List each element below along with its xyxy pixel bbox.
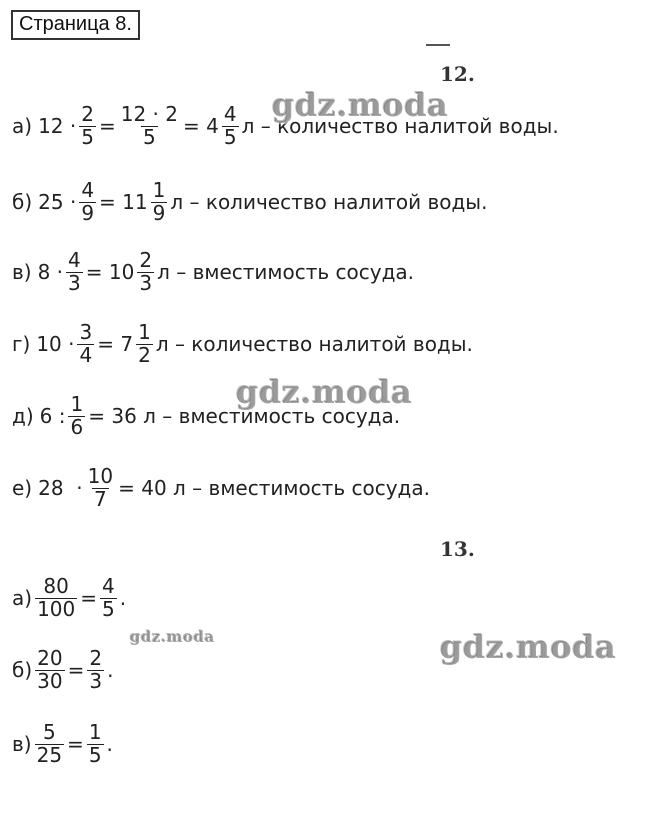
fraction: $\frac{20}{30}$ [37,646,63,693]
task12-line-d: д) 6 : $\frac{1}{6}$ = 36 л – вместимость сосуда. [12,392,401,439]
line-text: л – вместимость сосуда. [157,260,415,285]
fraction: $\frac{4}{5}$ [102,574,115,621]
task12-line-v: в) 8 · $\frac{4}{3}$ = 10 $\frac{2}{3}$ л – вместимость сосуда. [12,248,415,295]
number: 10 [36,332,62,357]
watermark-logo: gdz.moda [130,628,215,646]
line-text: л – количество налитой воды. [155,332,473,357]
fraction: $\frac{2}{5}$ [81,102,94,149]
item-label: а) [12,114,33,139]
number: 6 [39,404,53,429]
result: 40 [141,476,167,501]
task13-line-a: а) $\frac{80}{100}$ = $\frac{4}{5}$ . [12,574,127,621]
divider [426,44,450,46]
item-label: е) [12,476,33,501]
number: 25 [38,190,64,215]
line-text: л – количество налитой воды. [241,114,559,139]
item-label: б) [12,190,33,215]
line-text: л – вместимость сосуда. [143,404,401,429]
number: 8 [37,260,51,285]
page-label: Страница 8. [11,10,140,40]
result: 36 [111,404,137,429]
fraction: $\frac{4}{9}$ [81,178,95,225]
mixed-number: 4 $\frac{4}{5}$ [206,102,237,149]
line-text: л – количество налитой воды. [170,190,488,215]
item-label: д) [12,404,34,429]
number: 28 [38,476,64,501]
watermark-logo: gdz.moda [440,628,617,666]
fraction: $\frac{1}{5}$ [88,720,102,767]
mixed-number: 11 $\frac{1}{9}$ [122,178,166,225]
task13-line-b: б) $\frac{20}{30}$ = $\frac{2}{3}$ . [12,646,114,693]
fraction: $\frac{12 \cdot 2}{5}$ [120,102,178,149]
task13-line-v: в) $\frac{5}{25}$ = $\frac{1}{5}$ . [12,720,113,767]
task12-line-e: е) 28 · $\frac{10}{7}$ = 40 л – вместимость сосуда. [12,464,430,511]
task-number-12: 12. [440,62,475,86]
fraction: $\frac{80}{100}$ [37,574,76,621]
task-number-13: 13. [440,537,475,561]
watermark-logo: gdz.moda [236,373,413,411]
line-text: л – вместимость сосуда. [173,476,430,501]
watermark-logo: gdz.moda [272,86,449,124]
fraction: $\frac{10}{7}$ [87,464,114,511]
mixed-number: 10 $\frac{2}{3}$ [108,248,153,295]
task12-line-g: г) 10 · $\frac{3}{4}$ = 7 $\frac{1}{2}$ л – количество налитой воды. [12,320,473,367]
item-label: б) [12,658,33,683]
fraction: $\frac{1}{6}$ [70,392,84,439]
fraction: $\frac{3}{4}$ [79,320,93,367]
task12-line-b: б) 25 · $\frac{4}{9}$ = 11 $\frac{1}{9}$ л – количество налитой воды. [12,178,488,225]
fraction: $\frac{2}{3}$ [89,646,103,693]
number: 12 [38,114,64,139]
item-label: г) [12,332,31,357]
fraction: $\frac{5}{25}$ [36,720,63,767]
item-label: в) [12,732,32,757]
task12-line-a: а) 12 · $\frac{2}{5}$ = $\frac{12 \cdot 2}{5}$ = 4 $\frac{4}{5}$ л – количество налитой воды. [12,102,559,149]
item-label: в) [12,260,32,285]
mixed-number: 7 $\frac{1}{2}$ [120,320,151,367]
item-label: а) [12,586,33,611]
fraction: $\frac{4}{3}$ [68,248,81,295]
